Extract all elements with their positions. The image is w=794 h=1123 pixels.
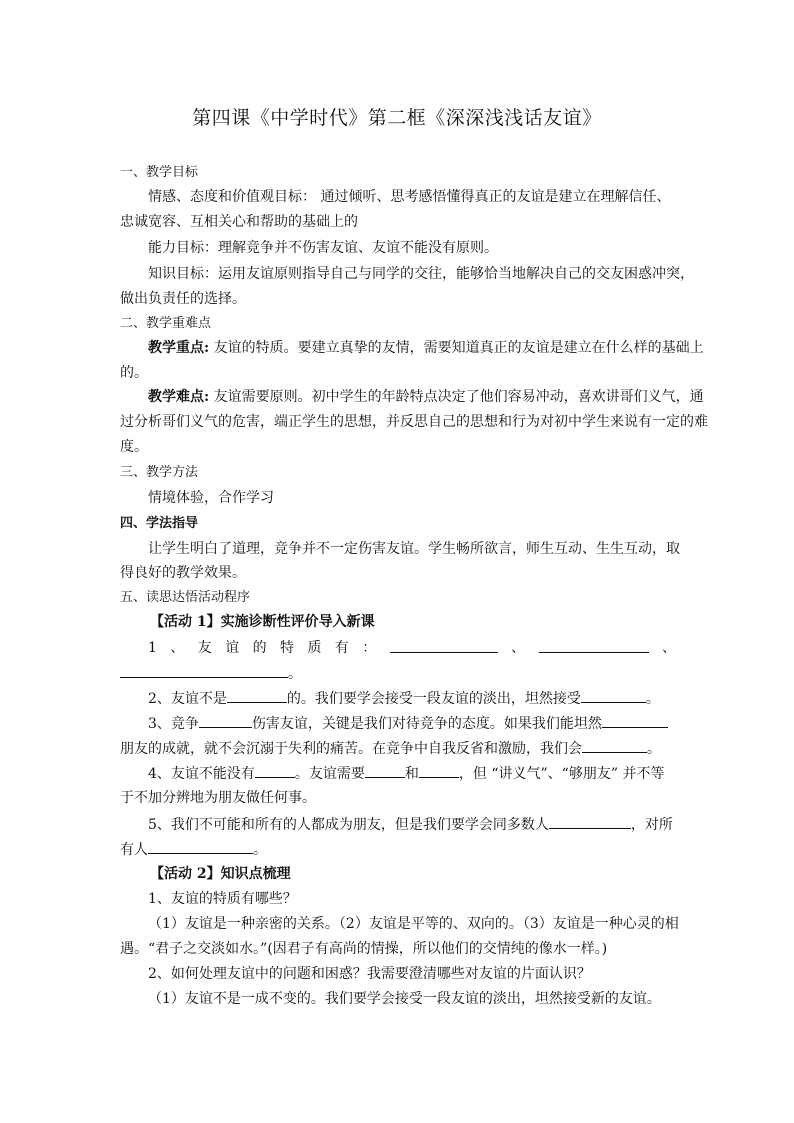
q5-text-3: 有人 xyxy=(120,842,148,858)
section-heading-key-points: 二、教学重难点 xyxy=(120,316,212,331)
q4-text-3: 和 xyxy=(404,766,419,782)
q2-blank-2[interactable] xyxy=(581,689,646,703)
teaching-focus-text: 友谊的特质。要建立真挚的友情，需要知道真正的友谊是建立在什么样的基础上 xyxy=(209,340,704,356)
teaching-focus-label: 教学重点: xyxy=(148,340,210,356)
q3-text-4: 。 xyxy=(647,741,661,757)
knowledge-answer-1-line2: 遇。“君子之交淡如水。”(因君子有高尚的情操，所以他们的交情纯的像水一样。) xyxy=(120,941,608,957)
page-title: 第四课《中学时代》第二框《深深浅浅话友谊》 xyxy=(192,107,602,129)
q2-text-1: 2、友谊不是 xyxy=(148,691,227,707)
question-3-line2 xyxy=(120,739,676,758)
q5-text-2: ，对所 xyxy=(630,817,673,833)
objective-ability: 能力目标：理解竞争并不伤害友谊、友谊不能没有原则。 xyxy=(148,240,498,256)
teaching-difficulty-label: 教学难点: xyxy=(148,389,210,405)
teaching-focus-line1 xyxy=(148,339,704,357)
q3-text-1: 3、竞争 xyxy=(148,716,199,732)
question-5-line2 xyxy=(120,840,676,859)
q1-char: 特 xyxy=(280,640,295,656)
question-5-line1 xyxy=(148,815,676,834)
q1-blank-2[interactable] xyxy=(539,639,649,653)
section-heading-methods: 三、教学方法 xyxy=(120,465,199,480)
q1-char: 友 xyxy=(197,640,212,656)
teaching-focus-line2: 的。 xyxy=(120,365,148,381)
q2-text-3: 。 xyxy=(645,691,660,707)
objective-knowledge-line2: 做出负责任的选择。 xyxy=(120,291,246,307)
q2-text-2: 的。我们要学会接受一段友谊的淡出，坦然接受 xyxy=(286,691,581,707)
q1-separator: 、 xyxy=(511,640,526,656)
q3-text-2: 伤害友谊，关键是我们对待竞争的态度。如果我们能坦然 xyxy=(251,716,602,732)
q5-text-4: 。 xyxy=(253,842,267,858)
teaching-difficulty-line1 xyxy=(148,388,704,406)
q1-blank-3[interactable] xyxy=(120,664,288,678)
q4-text-2: 。友谊需要 xyxy=(294,766,365,782)
question-2 xyxy=(148,689,676,708)
objective-emotion-line2: 忠诚宽容、互相关心和帮助的基础上的 xyxy=(120,214,358,230)
q1-char: 、 xyxy=(170,640,185,656)
q4-blank-1[interactable] xyxy=(255,764,295,778)
q1-blank-1[interactable] xyxy=(390,639,498,653)
teaching-difficulty-text: 友谊需要原则。初中学生的年龄特点决定了他们容易冲动，喜欢讲哥们义气，通 xyxy=(209,389,704,405)
q1-separator: 、 xyxy=(661,640,676,656)
teaching-difficulty-line3: 度。 xyxy=(120,439,148,455)
q4-text-1: 4、友谊不能没有 xyxy=(148,766,255,782)
question-4-line2: 于不加分辨地为朋友做任何事。 xyxy=(120,790,316,806)
section-heading-study-guide: 四、学法指导 xyxy=(120,516,199,531)
q3-blank-1[interactable] xyxy=(199,714,252,728)
knowledge-answer-1-line1: （1）友谊是一种亲密的关系。（2）友谊是平等的、双向的。（3）友谊是一种心灵的相 xyxy=(148,916,679,932)
q1-end: 。 xyxy=(288,666,302,682)
q3-text-3: 朋友的成就，就不会沉溺于失利的痛苦。在竞争中自我反省和激励，我们会 xyxy=(120,741,582,757)
question-1-line2 xyxy=(120,664,676,683)
question-3-line1 xyxy=(148,714,676,733)
q1-char: 质 xyxy=(307,640,322,656)
q1-char: 有 xyxy=(334,640,349,656)
objective-knowledge-line1: 知识目标：运用友谊原则指导自己与同学的交往，能够恰当地解决自己的交友困惑冲突， xyxy=(148,266,694,282)
q1-char: 谊 xyxy=(225,640,240,656)
methods-text: 情境体验，合作学习 xyxy=(148,490,274,506)
q4-blank-2[interactable] xyxy=(365,764,405,778)
q1-char: ： xyxy=(362,640,377,656)
knowledge-question-2: 2、如何处理友谊中的问题和困惑？我需要澄清哪些对友谊的片面认识？ xyxy=(148,966,591,982)
q5-text-1: 5、我们不可能和所有的人都成为朋友，但是我们要学会同多数人 xyxy=(148,817,549,833)
study-guide-line1: 让学生明白了道理，竞争并不一定伤害友谊。学生畅所欲言，师生互动、生生互动，取 xyxy=(148,541,680,557)
q3-blank-2[interactable] xyxy=(602,714,668,728)
q3-blank-3[interactable] xyxy=(582,739,647,753)
q4-text-4: ，但 “讲义气”、“够朋友” 并不等 xyxy=(458,766,665,782)
activity-1-heading: 【活动 1】实施诊断性评价导入新课 xyxy=(150,614,375,630)
q5-blank-1[interactable] xyxy=(549,815,631,829)
objective-emotion-line1: 情感、态度和价值观目标： 通过倾听、思考感悟懂得真正的友谊是建立在理解信任、 xyxy=(148,189,671,205)
q1-char: 1 xyxy=(148,640,157,656)
activity-2-heading: 【活动 2】知识点梳理 xyxy=(150,866,291,882)
q5-blank-2[interactable] xyxy=(148,840,253,854)
section-heading-objectives: 一、教学目标 xyxy=(120,165,199,180)
q4-blank-3[interactable] xyxy=(419,764,459,778)
q1-char: 的 xyxy=(252,640,267,656)
section-heading-activities: 五、读思达悟活动程序 xyxy=(120,590,251,605)
question-4-line1 xyxy=(148,764,676,783)
knowledge-question-1: 1、友谊的特质有哪些？ xyxy=(148,891,297,907)
study-guide-line2: 得良好的教学效果。 xyxy=(120,565,246,581)
question-1-line1 xyxy=(148,639,676,657)
q2-blank-1[interactable] xyxy=(227,689,287,703)
knowledge-answer-2: （1）友谊不是一成不变的。我们要学会接受一段友谊的淡出，坦然接受新的友谊。 xyxy=(148,991,661,1007)
teaching-difficulty-line2: 过分析哥们义气的危害，端正学生的思想，并反思自己的思想和行为对初中学生来说有一定的难 xyxy=(120,414,708,430)
